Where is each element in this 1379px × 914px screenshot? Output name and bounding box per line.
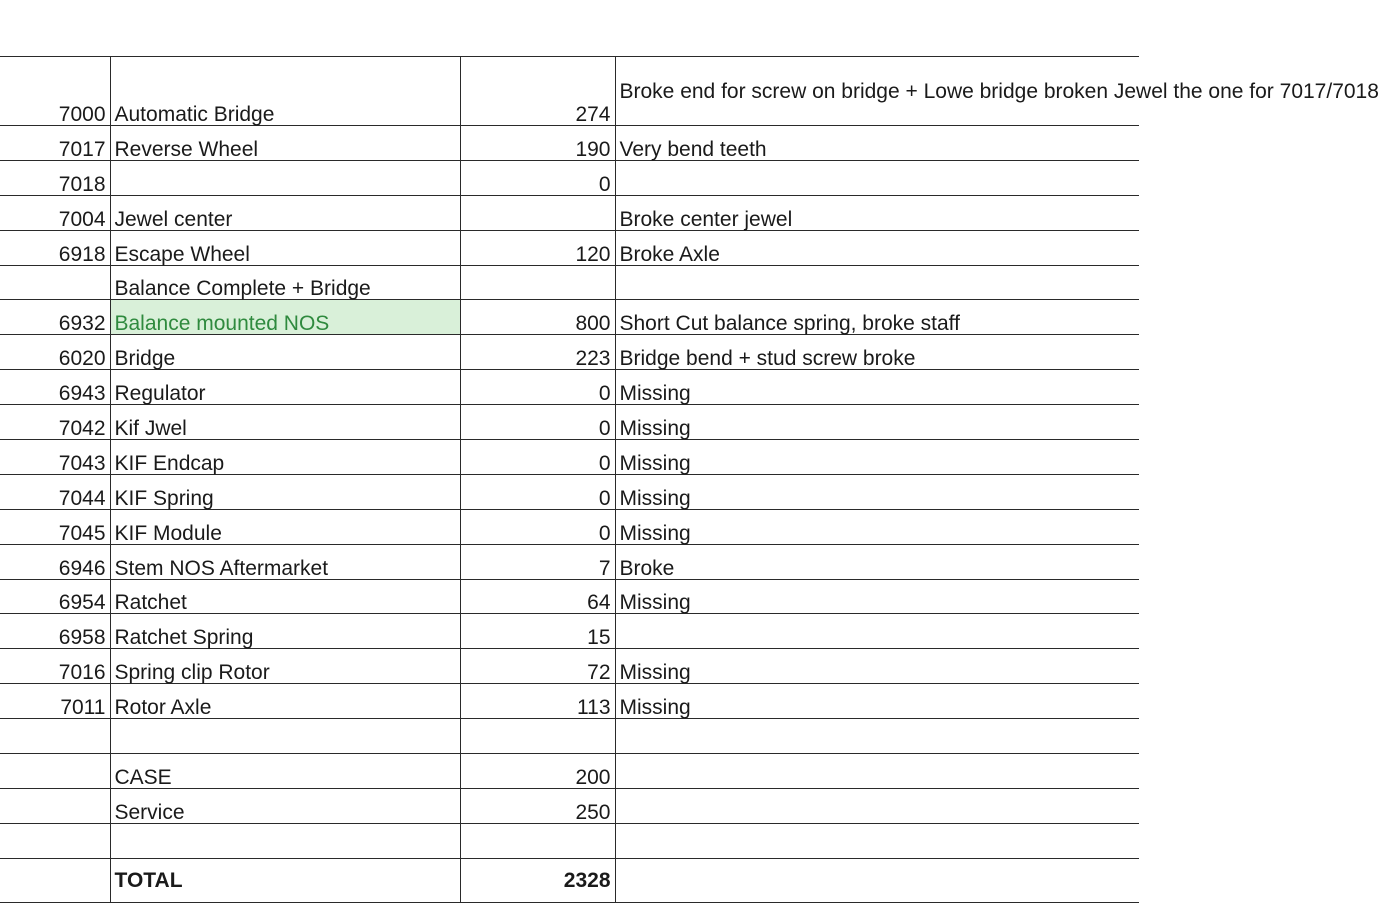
description-cell[interactable]: Jewel center	[110, 195, 460, 230]
value-cell[interactable]: 0	[460, 509, 615, 544]
value-cell[interactable]: 72	[460, 649, 615, 684]
value-cell[interactable]: 7	[460, 544, 615, 579]
description-cell[interactable]: KIF Module	[110, 509, 460, 544]
description-cell[interactable]	[110, 160, 460, 195]
part-number-cell[interactable]: 7045	[0, 509, 110, 544]
description-cell[interactable]: Reverse Wheel	[110, 126, 460, 161]
table-row	[0, 509, 1139, 544]
table-row	[0, 265, 1139, 300]
part-number-cell[interactable]: 7011	[0, 684, 110, 719]
value-cell[interactable]: 800	[460, 300, 615, 335]
table-row	[0, 544, 1139, 579]
note-cell[interactable]	[615, 719, 1139, 754]
total-row	[0, 858, 1139, 902]
part-number-cell[interactable]: 6946	[0, 544, 110, 579]
description-cell[interactable]: Kif Jwel	[110, 405, 460, 440]
value-cell[interactable]: 0	[460, 160, 615, 195]
note-cell[interactable]	[615, 265, 1139, 300]
note-cell[interactable]	[615, 160, 1139, 195]
description-cell[interactable]: Stem NOS Aftermarket	[110, 544, 460, 579]
value-cell[interactable]: 15	[460, 614, 615, 649]
note-cell[interactable]: Broke end for screw on bridge + Lowe bridge broken Jewel the one for 7017/7018	[615, 57, 1139, 126]
part-number-cell[interactable]	[0, 788, 110, 823]
part-number-cell[interactable]: 6918	[0, 230, 110, 265]
table-row	[0, 405, 1139, 440]
note-cell[interactable]	[615, 858, 1139, 902]
note-cell[interactable]	[615, 788, 1139, 823]
value-cell[interactable]	[460, 719, 615, 754]
note-cell[interactable]	[615, 823, 1139, 858]
value-cell[interactable]: 200	[460, 754, 615, 789]
part-number-cell[interactable]: 6932	[0, 300, 110, 335]
part-number-cell[interactable]: 6020	[0, 335, 110, 370]
part-number-cell[interactable]: 7000	[0, 57, 110, 126]
note-cell[interactable]: Broke	[615, 544, 1139, 579]
note-cell[interactable]: Missing	[615, 509, 1139, 544]
description-cell[interactable]: Automatic Bridge	[110, 57, 460, 126]
note-cell[interactable]: Broke Axle	[615, 230, 1139, 265]
value-cell[interactable]: 0	[460, 405, 615, 440]
note-cell[interactable]	[615, 754, 1139, 789]
table-row	[0, 649, 1139, 684]
description-cell[interactable]: Bridge	[110, 335, 460, 370]
description-cell[interactable]: Balance Complete + Bridge	[110, 265, 460, 300]
description-cell[interactable]: KIF Endcap	[110, 440, 460, 475]
value-cell[interactable]	[460, 265, 615, 300]
table-row	[0, 126, 1139, 161]
table-row	[0, 719, 1139, 754]
part-number-cell[interactable]	[0, 265, 110, 300]
part-number-cell[interactable]: 7004	[0, 195, 110, 230]
table-row	[0, 57, 1139, 126]
description-cell[interactable]: CASE	[110, 754, 460, 789]
table-row	[0, 684, 1139, 719]
description-cell[interactable]: Escape Wheel	[110, 230, 460, 265]
note-cell[interactable]: Missing	[615, 684, 1139, 719]
note-cell[interactable]: Very bend teeth	[615, 126, 1139, 161]
part-number-cell[interactable]	[0, 823, 110, 858]
table-row	[0, 335, 1139, 370]
note-cell[interactable]: Missing	[615, 474, 1139, 509]
table-row	[0, 614, 1139, 649]
description-cell[interactable]: Rotor Axle	[110, 684, 460, 719]
value-cell[interactable]: 120	[460, 230, 615, 265]
part-number-cell[interactable]: 7043	[0, 440, 110, 475]
value-cell[interactable]: 64	[460, 579, 615, 614]
total-label[interactable]: TOTAL	[110, 858, 460, 902]
description-cell-highlighted[interactable]: Balance mounted NOS	[110, 300, 460, 335]
note-cell[interactable]: Broke center jewel	[615, 195, 1139, 230]
table-row	[0, 230, 1139, 265]
table-row	[0, 754, 1139, 789]
description-cell[interactable]: Spring clip Rotor	[110, 649, 460, 684]
part-number-cell[interactable]: 7018	[0, 160, 110, 195]
note-cell[interactable]: Missing	[615, 440, 1139, 475]
part-number-cell[interactable]: 7017	[0, 126, 110, 161]
value-cell[interactable]: 0	[460, 474, 615, 509]
part-number-cell[interactable]	[0, 754, 110, 789]
value-cell[interactable]: 250	[460, 788, 615, 823]
table-row	[0, 195, 1139, 230]
description-cell[interactable]: Regulator	[110, 370, 460, 405]
table-row	[0, 823, 1139, 858]
value-cell[interactable]	[460, 195, 615, 230]
description-cell[interactable]: Ratchet Spring	[110, 614, 460, 649]
value-cell[interactable]: 0	[460, 440, 615, 475]
description-cell[interactable]: KIF Spring	[110, 474, 460, 509]
description-cell[interactable]: Service	[110, 788, 460, 823]
note-cell[interactable]: Missing	[615, 579, 1139, 614]
note-cell[interactable]: Short Cut balance spring, broke staff	[615, 300, 1139, 335]
value-cell[interactable]: 223	[460, 335, 615, 370]
total-value[interactable]: 2328	[460, 858, 615, 902]
description-cell[interactable]	[110, 823, 460, 858]
parts-cost-table	[0, 56, 1379, 903]
value-cell[interactable]: 274	[460, 57, 615, 126]
part-number-cell[interactable]: 7042	[0, 405, 110, 440]
note-cell[interactable]: Bridge bend + stud screw broke	[615, 335, 1139, 370]
value-cell[interactable]: 190	[460, 126, 615, 161]
description-cell[interactable]: Ratchet	[110, 579, 460, 614]
note-cell[interactable]: Missing	[615, 405, 1139, 440]
note-cell[interactable]: Missing	[615, 649, 1139, 684]
table-row	[0, 300, 1139, 335]
part-number-cell[interactable]: 6954	[0, 579, 110, 614]
value-cell[interactable]	[460, 823, 615, 858]
table-row	[0, 440, 1139, 475]
table-row	[0, 474, 1139, 509]
part-number-cell[interactable]	[0, 858, 110, 902]
note-cell[interactable]	[615, 614, 1139, 649]
table-row	[0, 788, 1139, 823]
part-number-cell[interactable]: 6943	[0, 370, 110, 405]
note-cell[interactable]: Missing	[615, 370, 1139, 405]
table-row	[0, 160, 1139, 195]
table-row	[0, 370, 1139, 405]
value-cell[interactable]: 0	[460, 370, 615, 405]
value-cell[interactable]: 113	[460, 684, 615, 719]
table-row	[0, 579, 1139, 614]
part-number-cell[interactable]: 7016	[0, 649, 110, 684]
part-number-cell[interactable]	[0, 719, 110, 754]
part-number-cell[interactable]: 7044	[0, 474, 110, 509]
description-cell[interactable]	[110, 719, 460, 754]
part-number-cell[interactable]: 6958	[0, 614, 110, 649]
